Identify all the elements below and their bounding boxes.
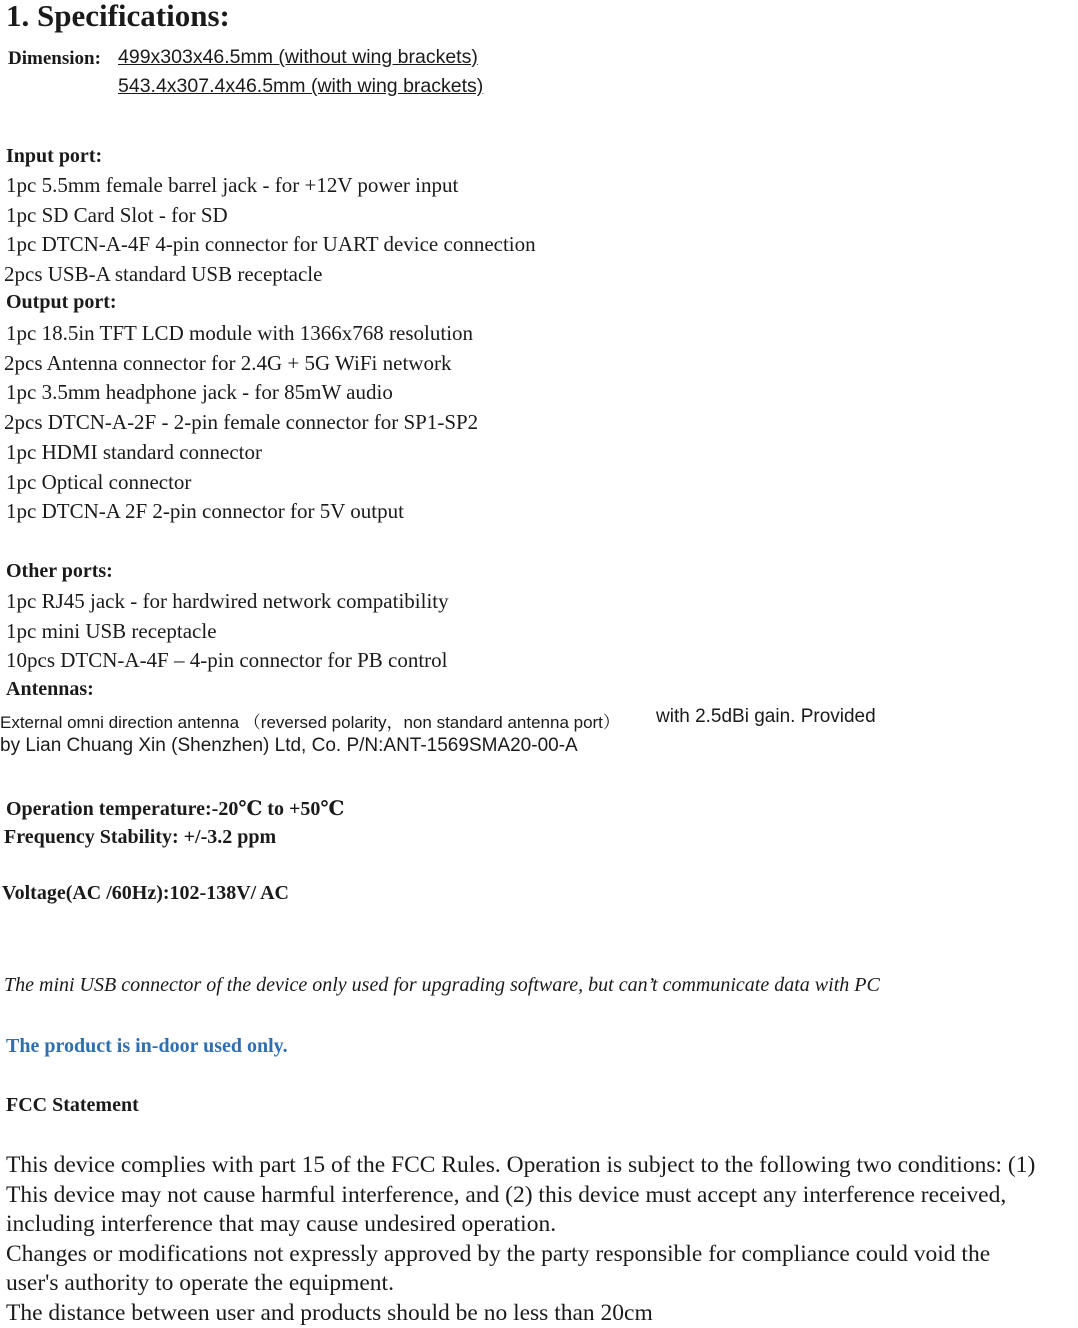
- operation-temperature: Operation temperature:-20℃ to +50℃: [6, 798, 345, 820]
- input-port-item: 1pc DTCN-A-4F 4-pin connector for UART device connection: [6, 232, 536, 256]
- output-port-item: 1pc Optical connector: [6, 470, 192, 494]
- dimension-value-without-brackets: 499x303x46.5mm (without wing brackets): [118, 46, 478, 68]
- output-port-item: 1pc HDMI standard connector: [6, 440, 262, 464]
- dimension-label: Dimension:: [8, 48, 101, 69]
- output-port-item: 1pc DTCN-A 2F 2-pin connector for 5V output: [6, 499, 404, 523]
- output-port-item: 2pcs Antenna connector for 2.4G + 5G WiFi network: [4, 351, 452, 375]
- page-title: 1. Specifications:: [6, 0, 230, 33]
- fcc-statement-line: This device may not cause harmful interference, and (2) this device must accept any interference received,: [6, 1182, 1007, 1208]
- input-port-item: 2pcs USB-A standard USB receptacle: [4, 262, 323, 286]
- other-ports-heading: Other ports:: [6, 560, 113, 582]
- antennas-description-part2: with 2.5dBi gain. Provided: [656, 706, 876, 727]
- other-ports-item: 1pc mini USB receptacle: [6, 619, 217, 643]
- other-ports-item: 10pcs DTCN-A-4F – 4-pin connector for PB control: [6, 648, 448, 672]
- fcc-statement-line: The distance between user and products should be no less than 20cm: [6, 1300, 653, 1326]
- fcc-statement-line: including interference that may cause undesired operation.: [6, 1211, 557, 1237]
- input-port-heading: Input port:: [6, 145, 103, 167]
- output-port-item: 2pcs DTCN-A-2F - 2-pin female connector for SP1-SP2: [4, 410, 479, 434]
- fcc-statement-line: user's authority to operate the equipment.: [6, 1270, 394, 1296]
- voltage: Voltage(AC /60Hz):102-138V/ AC: [2, 882, 290, 904]
- frequency-stability: Frequency Stability: +/-3.2 ppm: [4, 826, 277, 848]
- output-port-item: 1pc 3.5mm headphone jack - for 85mW audio: [6, 380, 393, 404]
- fcc-statement-line: This device complies with part 15 of the FCC Rules. Operation is subject to the following two conditions: (1): [6, 1152, 1036, 1178]
- antennas-description-part1: External omni direction antenna （reversed polarity，non standard antenna port）: [0, 713, 620, 732]
- output-port-item: 1pc 18.5in TFT LCD module with 1366x768 resolution: [6, 321, 474, 345]
- dimension-value-with-brackets: 543.4x307.4x46.5mm (with wing brackets): [118, 75, 484, 97]
- antennas-manufacturer: by Lian Chuang Xin (Shenzhen) Ltd, Co. P/N:ANT-1569SMA20-00-A: [0, 735, 578, 756]
- fcc-statement-line: Changes or modifications not expressly approved by the party responsible for compliance could void the: [6, 1241, 991, 1267]
- other-ports-item: 1pc RJ45 jack - for hardwired network compatibility: [6, 589, 449, 613]
- input-port-item: 1pc SD Card Slot - for SD: [6, 203, 228, 227]
- input-port-item: 1pc 5.5mm female barrel jack - for +12V power input: [6, 173, 459, 197]
- fcc-heading: FCC Statement: [6, 1094, 139, 1116]
- mini-usb-note: The mini USB connector of the device only used for upgrading software, but can’t communicate data with PC: [4, 974, 880, 996]
- output-port-heading: Output port:: [6, 291, 117, 313]
- indoor-use-note: The product is in-door used only.: [6, 1035, 288, 1057]
- antennas-heading: Antennas:: [6, 678, 94, 700]
